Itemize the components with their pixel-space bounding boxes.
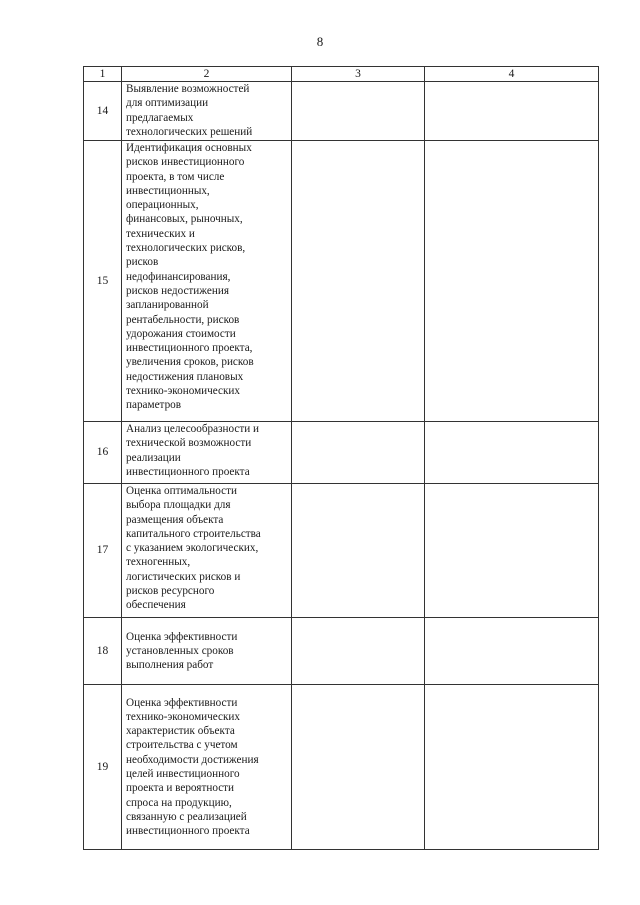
row-cell-col4	[425, 422, 599, 484]
table-row	[84, 422, 599, 484]
row-number: 17	[84, 484, 122, 618]
row-cell-col4	[425, 484, 599, 618]
row-description: Анализ целесообразности и технической возможности реализации инвестиционного проекта	[122, 422, 292, 484]
row-number: 19	[84, 685, 122, 850]
document-table	[83, 66, 599, 850]
row-cell-col3	[292, 685, 425, 850]
header-row	[84, 67, 599, 82]
row-cell-col3	[292, 618, 425, 685]
row-number: 14	[84, 82, 122, 141]
row-cell-col4	[425, 141, 599, 422]
row-cell-col3	[292, 484, 425, 618]
row-cell-col3	[292, 422, 425, 484]
table-row	[84, 618, 599, 685]
header-col-4: 4	[425, 67, 599, 82]
page-number: 8	[316, 34, 324, 49]
table-row	[84, 484, 599, 618]
row-description: Оценка оптимальности выбора площадки для размещения объекта капитального строительства с указанием экологических, техногенных, логистических рисков и рисков ресурсного обеспечения	[122, 484, 292, 618]
row-description: Оценка эффективности технико-экономических характеристик объекта строительства с учетом необходимости достижения целей инвестиционного проекта и вероятности спроса на продукцию, связанную с реализацией инвестиционного проекта	[122, 685, 292, 850]
row-cell-col3	[292, 82, 425, 141]
row-cell-col4	[425, 82, 599, 141]
row-number: 15	[84, 141, 122, 422]
row-description: Выявление возможностей для оптимизации предлагаемых технологических решений	[122, 82, 292, 141]
row-number: 16	[84, 422, 122, 484]
row-cell-col3	[292, 141, 425, 422]
table-row	[84, 685, 599, 850]
header-col-3: 3	[292, 67, 425, 82]
row-cell-col4	[425, 685, 599, 850]
row-number: 18	[84, 618, 122, 685]
table-row	[84, 141, 599, 422]
row-description: Идентификация основных рисков инвестиционного проекта, в том числе инвестиционных, операционных, финансовых, рыночных, технических и технологических рисков, рисков недофинансирования, рисков недостижения запланированной рентабельности, рисков удорожания стоимости инвестиционного проекта, увеличения сроков, рисков недостижения плановых технико-экономических параметров	[122, 141, 292, 422]
row-cell-col4	[425, 618, 599, 685]
header-col-1: 1	[84, 67, 122, 82]
row-description: Оценка эффективности установленных сроков выполнения работ	[122, 618, 292, 685]
table-row	[84, 82, 599, 141]
header-col-2: 2	[122, 67, 292, 82]
